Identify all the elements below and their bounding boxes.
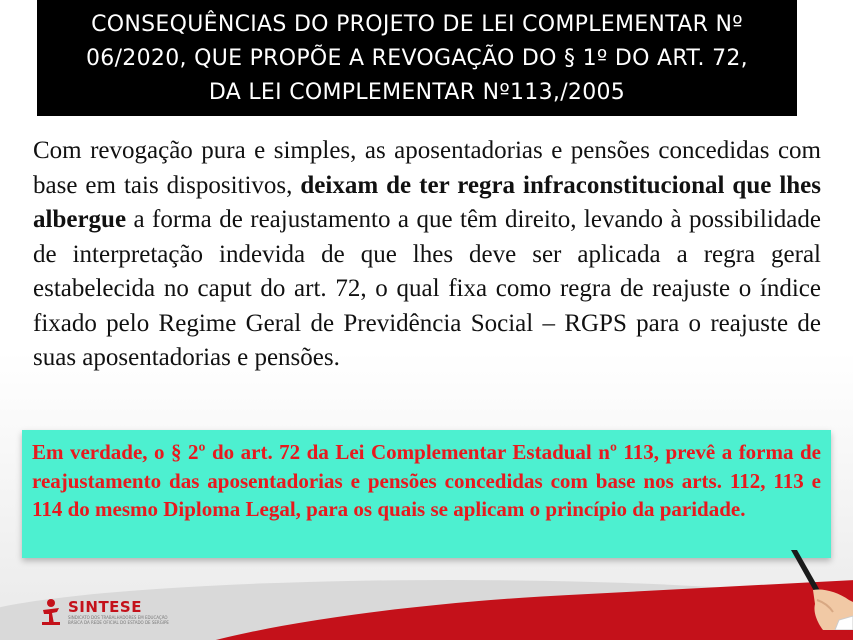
body-text-part-1: Com revogação pura e simples, as aposentadorias e pensões concedidas com base em tais dispositivos, xyxy=(33,137,821,199)
body-text-part-2: a forma de reajustamento a que têm direito, levando à possibilidade de interpretação indevida de que lhes deve ser aplicada a regra geral estabelecida no caput do art. 72, o qual fixa como regra de reajuste o índice fixado pelo Regime Geral de Previdência Social – RGPS para o reajuste de suas aposentadorias e pensões. xyxy=(33,206,821,371)
hand-with-pen-icon xyxy=(783,550,853,630)
body-text-bold: deixam de ter regra infraconstitucional que lhes albergue xyxy=(33,171,821,233)
title-line-2: 06/2020, QUE PROPÕE A REVOGAÇÃO DO § 1º DO ART. 72, xyxy=(86,46,748,71)
title-line-1: CONSEQUÊNCIAS DO PROJETO DE LEI COMPLEMENTAR Nº xyxy=(91,12,743,37)
title-line-3: DA LEI COMPLEMENTAR Nº113,/2005 xyxy=(208,80,626,105)
sintese-logo xyxy=(40,598,178,626)
body-paragraph xyxy=(33,134,821,376)
logo-name: SINTESE xyxy=(68,598,142,616)
slide-title xyxy=(37,0,797,116)
highlight-box xyxy=(22,430,831,558)
highlight-text: Em verdade, o § 2º do art. 72 da Lei Complementar Estadual nº 113, prevê a forma de reajustamento das aposentadorias e pensões concedidas com base nos arts. 112, 113 e 114 do mesmo Diploma Legal, para os quais se aplicam o princípio da paridade. xyxy=(32,440,821,521)
sintese-logo-icon xyxy=(40,598,62,626)
logo-subtitle: SINDICATO DOS TRABALHADORES EM EDUCAÇÃO BÁSICA DA REDE OFICIAL DO ESTADO DE SERGIPE xyxy=(68,615,169,625)
